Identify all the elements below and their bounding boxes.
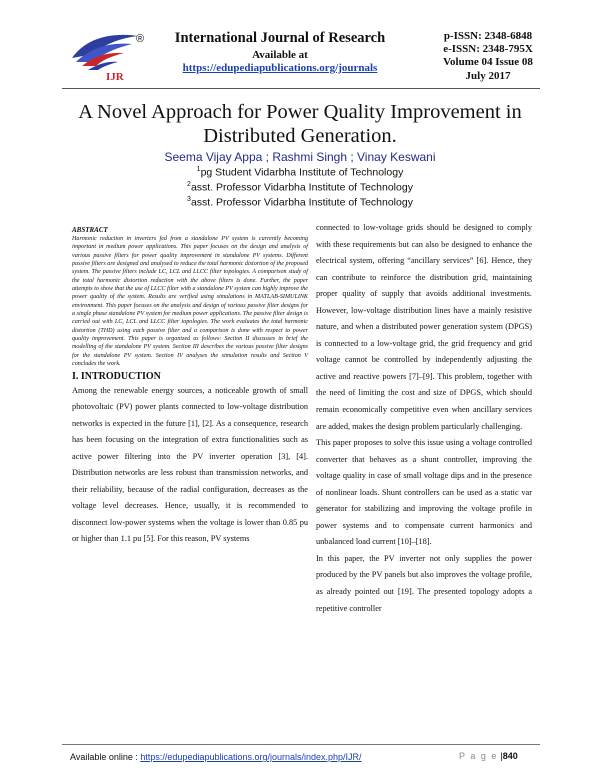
registered-mark: ® bbox=[136, 33, 145, 45]
issue-date: July 2017 bbox=[465, 69, 511, 82]
affiliation-1: $^1$pg Student Vidarbha Institute of Technology bbox=[196, 166, 404, 179]
issn-block bbox=[423, 30, 553, 83]
footer-link[interactable]: https://edupediapublications.org/journals/index.php/IJR/ bbox=[140, 752, 362, 762]
abstract-heading: ABSTRACT bbox=[72, 226, 108, 234]
journal-name: International Journal of Research bbox=[174, 30, 386, 46]
introduction-para-2: This paper proposes to solve this issue using a voltage controlled converter that behaves as a shunt controller, improving the voltage quality in case of small voltage dips and in the presence of nonlinear loads. Shunt controllers can be used as a static var generator for stabilizing and improving the voltage profile in power systems and to compensate current harmonics and unbalanced load current [10]–[18]. bbox=[316, 438, 532, 547]
page-indicator bbox=[459, 751, 518, 761]
introduction-heading: I. INTRODUCTION bbox=[72, 370, 161, 382]
volume-issue: Volume 04 Issue 08 bbox=[443, 56, 533, 69]
available-at-label: Available at bbox=[252, 49, 308, 61]
paper-authors: Seema Vijay Appa ; Rashmi Singh ; Vinay Keswani bbox=[164, 150, 436, 164]
right-column bbox=[316, 219, 532, 617]
introduction-text-left: Among the renewable energy sources, a noticeable growth of small photovoltaic (PV) power plants connected to low-voltage distribution networks is expected in the future [1], [2]. As a consequence, research has been focusing on the integration of extra functionalities such as active power filtering into the PV inverter operation [3], [4]. Distribution networks are less robust than transmission networks, and their reliability, because of the radial configuration, decreases as the voltage level decreases. Hence, usually, it is recommended to disconnect low-power systems when the voltage is lower than 0.85 pu or higher than 1.1 pu [5]. For this reason, PV systems bbox=[72, 385, 308, 544]
introduction-para-1: connected to low-voltage grids should be designed to comply with these requirements but can also be designed to enhance the electrical system, offering “ancillary services” [6]. Hence, they can contribute to reinforce the distribution grid, maintaining proper quality of supply that avoids additional investments. However, low-voltage distribution lines have a mainly resistive nature, and when a distributed power generation system (DPGS) is connected to a low-voltage grid, the grid frequency and grid voltage cannot be controlled by independently adjusting the active and reactive powers [7]–[9]. This problem, together with the need of limiting the cost and size of DPGS, which should remain economically competitive even when ancillary services are added, makes the design problem particularly challenging. bbox=[316, 223, 532, 431]
p-issn: p-ISSN: 2348-6848 bbox=[443, 30, 533, 42]
logo-text: IJR bbox=[106, 71, 124, 83]
abstract-text: Harmonic reduction in inverters fed from a standalone PV system is currently becoming important in medium power applications. This paper focuses on the design and analysis of various passive filters for power quality improvement in standalone PV systems. Different passive filters are designed and analysed to reduce the total harmonic distortion of the proposed system. The passive filters include LC, LCL and LLCC filter topologies. A comparison study of the total harmonic distortion reduction with the above filters is done. Further, the paper attempts to show that the use of LLCC filter with a standalone PV system can highly improve the power quality of the system. Results are verified using simulations in MATLAB-SIMULINK environment. This paper focuses on the analysis and design of various passive filter designs for a single phase standalone PV system for medium power applications. The passive filter design is carried out with LC, LCL and LLCC filter topologies. The work evaluates the total harmonic distortion (THD) using each passive filter and a comparison is done with respect to power quality improvement. This paper is organized as follows: Section II discusses in brief the modelling of the standalone PV system. Section III describes the various passive filter designs for the standalone PV system. Section IV analyses the simulation results and Section V concludes the work. bbox=[72, 236, 308, 368]
affiliation-2: $^2$asst. Professor Vidarbha Institute of Technology bbox=[187, 181, 413, 194]
paper-title: A Novel Approach for Power Quality Improvement in Distributed Generation. bbox=[78, 101, 522, 147]
available-online-label: Available online : bbox=[70, 752, 138, 762]
e-issn: e-ISSN: 2348-795X bbox=[443, 43, 533, 56]
affiliation-3: $^3$asst. Professor Vidarbha Institute of Technology bbox=[187, 196, 413, 209]
introduction-para-3: In this paper, the PV inverter not only supplies the power produced by the PV panels but also improves the voltage profile, as already pointed out [19]. The presented topology adopts a repetitive controller bbox=[316, 553, 532, 613]
footer-divider bbox=[62, 744, 540, 745]
left-column bbox=[72, 226, 308, 548]
journal-logo bbox=[66, 28, 152, 86]
journal-url-link[interactable]: https://edupediapublications.org/journals bbox=[182, 62, 378, 74]
page-separator: | bbox=[500, 751, 503, 761]
header-divider bbox=[62, 88, 540, 89]
journal-header bbox=[66, 26, 546, 88]
page-label: P a g e bbox=[459, 751, 498, 761]
journal-title-block bbox=[170, 30, 390, 74]
footer-availability bbox=[70, 752, 362, 762]
page-number: 840 bbox=[502, 751, 518, 761]
